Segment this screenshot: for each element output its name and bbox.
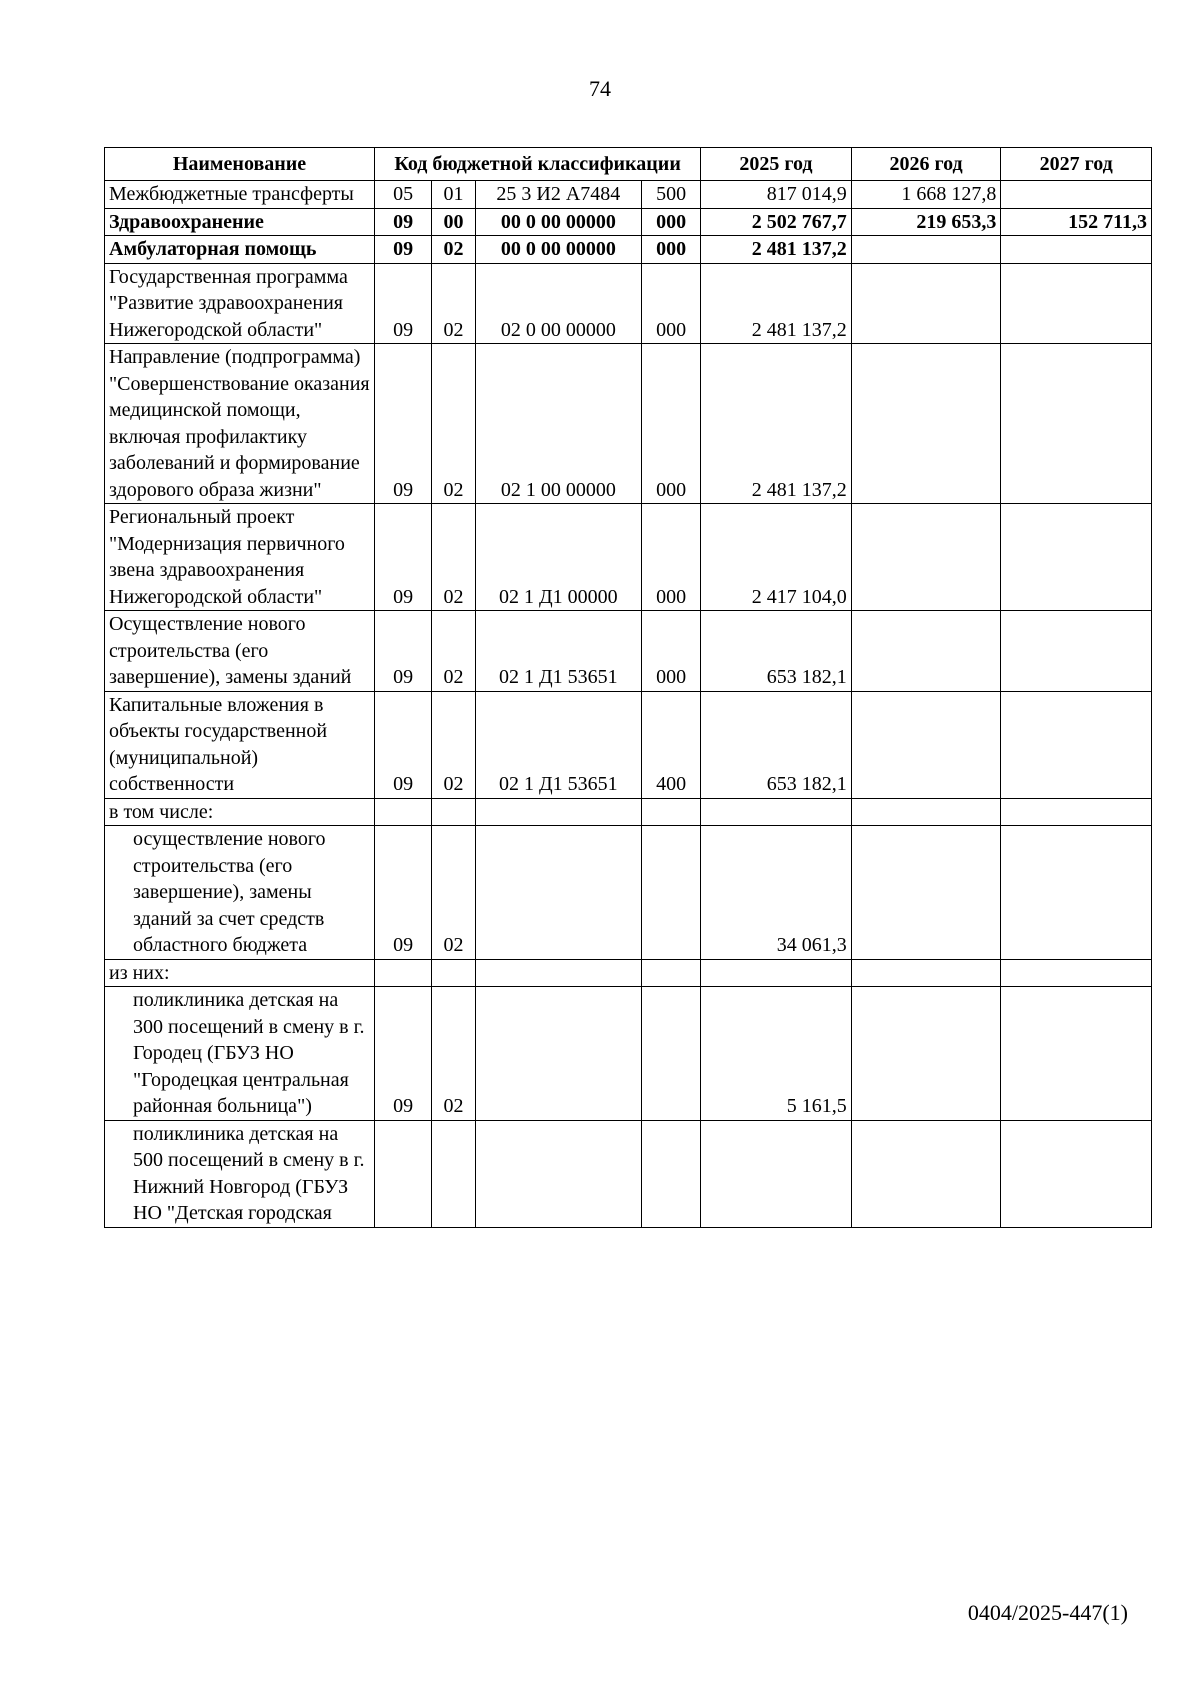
row-name: поликлиника детская на 300 посещений в смену в г. Городец (ГБУЗ НО "Городецкая центральная районная больница") (105, 987, 375, 1121)
table-row (105, 263, 1152, 344)
document-code: 0404/2025-447(1) (967, 1600, 1128, 1625)
row-value-2026 (851, 611, 1001, 692)
row-value-2027 (1001, 263, 1152, 344)
header-budget-code: Код бюджетной классификации (375, 148, 701, 181)
row-target-article (475, 826, 641, 960)
row-section-code: 09 (375, 263, 432, 344)
row-target-article (475, 959, 641, 987)
row-expense-type: 000 (641, 236, 700, 264)
row-value-2027 (1001, 1120, 1152, 1227)
row-name: Осуществление нового строительства (его завершение), замены зданий (105, 611, 375, 692)
row-subsection-code: 00 (432, 208, 476, 236)
table-row (105, 1120, 1152, 1227)
row-section-code: 09 (375, 611, 432, 692)
row-value-2026 (851, 826, 1001, 960)
row-expense-type: 000 (641, 208, 700, 236)
row-name: Государственная программа "Развитие здравоохранения Нижегородской области" (105, 263, 375, 344)
row-subsection-code: 02 (432, 504, 476, 611)
row-expense-type: 400 (641, 691, 700, 798)
row-expense-type: 000 (641, 504, 700, 611)
row-section-code: 09 (375, 987, 432, 1121)
row-subsection-code: 02 (432, 611, 476, 692)
row-section-code (375, 798, 432, 826)
row-expense-type (641, 798, 700, 826)
row-subsection-code: 02 (432, 987, 476, 1121)
row-target-article (475, 1120, 641, 1227)
row-target-article: 02 1 00 00000 (475, 344, 641, 504)
row-value-2025: 2 481 137,2 (701, 344, 852, 504)
row-expense-type: 000 (641, 344, 700, 504)
row-value-2026 (851, 263, 1001, 344)
row-value-2027 (1001, 691, 1152, 798)
row-name: Капитальные вложения в объекты государственной (муниципальной) собственности (105, 691, 375, 798)
row-value-2025: 2 481 137,2 (701, 263, 852, 344)
row-value-2026 (851, 798, 1001, 826)
row-value-2027 (1001, 611, 1152, 692)
row-section-code: 09 (375, 236, 432, 264)
row-target-article (475, 798, 641, 826)
row-name: поликлиника детская на 500 посещений в смену в г. Нижний Новгород (ГБУЗ НО "Детская городская (105, 1120, 375, 1227)
row-subsection-code: 02 (432, 691, 476, 798)
row-target-article (475, 987, 641, 1121)
table-row (105, 504, 1152, 611)
row-value-2027: 152 711,3 (1001, 208, 1152, 236)
row-value-2025: 2 481 137,2 (701, 236, 852, 264)
row-name: Направление (подпрограмма) "Совершенствование оказания медицинской помощи, включая профилактику заболеваний и формирование здорового образа жизни" (105, 344, 375, 504)
row-expense-type (641, 987, 700, 1121)
row-value-2025: 2 417 104,0 (701, 504, 852, 611)
row-value-2026: 1 668 127,8 (851, 181, 1001, 209)
row-value-2025: 817 014,9 (701, 181, 852, 209)
row-target-article: 02 1 Д1 00000 (475, 504, 641, 611)
table-header-row (105, 148, 1152, 181)
row-value-2026 (851, 504, 1001, 611)
row-target-article: 02 1 Д1 53651 (475, 611, 641, 692)
row-subsection-code (432, 959, 476, 987)
table-row (105, 826, 1152, 960)
row-value-2025: 653 182,1 (701, 611, 852, 692)
table-row (105, 691, 1152, 798)
row-value-2025: 653 182,1 (701, 691, 852, 798)
row-subsection-code (432, 798, 476, 826)
table-row (105, 344, 1152, 504)
row-value-2027 (1001, 236, 1152, 264)
row-value-2026 (851, 959, 1001, 987)
row-value-2025: 5 161,5 (701, 987, 852, 1121)
row-section-code: 05 (375, 181, 432, 209)
row-value-2027 (1001, 987, 1152, 1121)
header-2026: 2026 год (851, 148, 1001, 181)
row-value-2027 (1001, 181, 1152, 209)
row-subsection-code (432, 1120, 476, 1227)
table-row (105, 181, 1152, 209)
header-name: Наименование (105, 148, 375, 181)
row-target-article: 02 1 Д1 53651 (475, 691, 641, 798)
row-expense-type: 500 (641, 181, 700, 209)
row-value-2025 (701, 1120, 852, 1227)
row-target-article: 00 0 00 00000 (475, 236, 641, 264)
row-section-code: 09 (375, 208, 432, 236)
row-name: Региональный проект "Модернизация первичного звена здравоохранения Нижегородской области" (105, 504, 375, 611)
row-target-article: 00 0 00 00000 (475, 208, 641, 236)
page-number: 74 (589, 76, 611, 101)
row-name: Здравоохранение (105, 208, 375, 236)
row-expense-type (641, 1120, 700, 1227)
row-value-2025: 34 061,3 (701, 826, 852, 960)
table-row (105, 959, 1152, 987)
header-2027: 2027 год (1001, 148, 1152, 181)
row-name: Межбюджетные трансферты (105, 181, 375, 209)
row-section-code: 09 (375, 344, 432, 504)
row-subsection-code: 02 (432, 344, 476, 504)
table-body (105, 181, 1152, 1228)
row-subsection-code: 01 (432, 181, 476, 209)
row-value-2026 (851, 236, 1001, 264)
row-subsection-code: 02 (432, 263, 476, 344)
row-name: осуществление нового строительства (его завершение), замены зданий за счет средств областного бюджета (105, 826, 375, 960)
table-row (105, 611, 1152, 692)
row-value-2027 (1001, 826, 1152, 960)
row-value-2026 (851, 1120, 1001, 1227)
row-expense-type: 000 (641, 263, 700, 344)
row-value-2027 (1001, 344, 1152, 504)
row-section-code: 09 (375, 826, 432, 960)
row-name: Амбулаторная помощь (105, 236, 375, 264)
row-value-2027 (1001, 959, 1152, 987)
row-value-2025 (701, 959, 852, 987)
row-target-article: 25 3 И2 А7484 (475, 181, 641, 209)
table-row (105, 987, 1152, 1121)
row-name: из них: (105, 959, 375, 987)
row-name: в том числе: (105, 798, 375, 826)
row-target-article: 02 0 00 00000 (475, 263, 641, 344)
row-subsection-code: 02 (432, 826, 476, 960)
row-value-2026 (851, 344, 1001, 504)
row-expense-type: 000 (641, 611, 700, 692)
header-2025: 2025 год (701, 148, 852, 181)
row-value-2026 (851, 987, 1001, 1121)
row-value-2027 (1001, 798, 1152, 826)
table-row (105, 798, 1152, 826)
row-section-code: 09 (375, 691, 432, 798)
row-value-2025 (701, 798, 852, 826)
budget-table (104, 147, 1152, 1228)
table-row (105, 208, 1152, 236)
row-value-2026: 219 653,3 (851, 208, 1001, 236)
row-section-code: 09 (375, 504, 432, 611)
row-value-2025: 2 502 767,7 (701, 208, 852, 236)
row-subsection-code: 02 (432, 236, 476, 264)
row-value-2026 (851, 691, 1001, 798)
row-expense-type (641, 959, 700, 987)
row-expense-type (641, 826, 700, 960)
row-value-2027 (1001, 504, 1152, 611)
row-section-code (375, 1120, 432, 1227)
row-section-code (375, 959, 432, 987)
table-row (105, 236, 1152, 264)
